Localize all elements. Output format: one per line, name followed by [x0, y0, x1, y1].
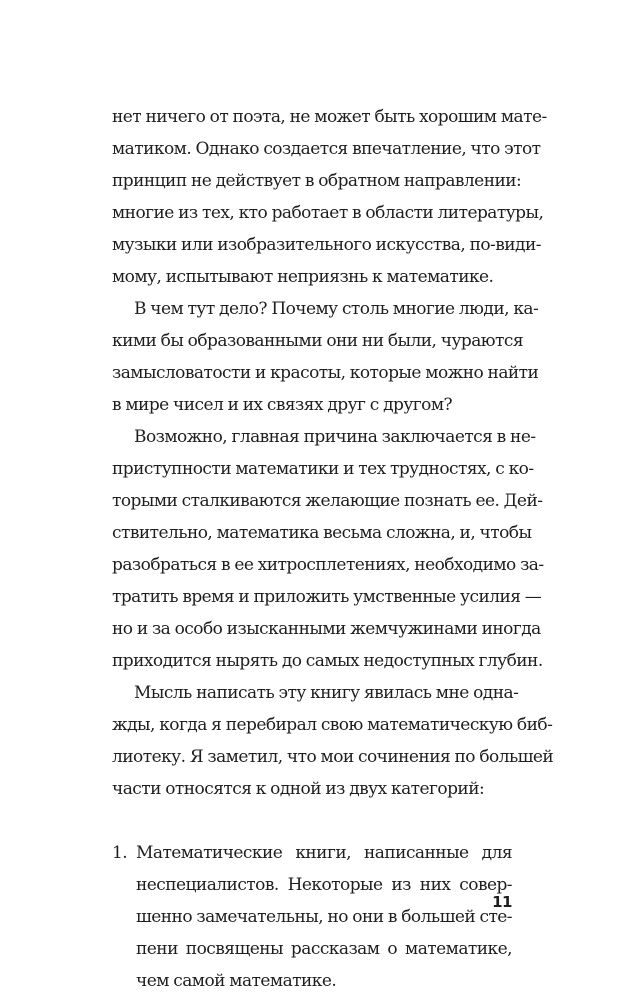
body-text	[112, 101, 554, 997]
text-line: шенно замечательны, но они в большей сте-	[136, 907, 512, 927]
paragraph-1	[112, 101, 547, 293]
text-line: Возможно, главная причина заключается в не-	[134, 427, 536, 447]
paragraph-4	[112, 677, 554, 805]
text-line: матиком. Однако создается впечатление, что этот	[112, 139, 541, 159]
paragraph-2	[112, 293, 539, 421]
text-line: мому, испытывают неприязнь к математике.	[112, 267, 494, 287]
page-number: 11	[492, 893, 512, 911]
text-line: кими бы образованными они ни были, чураются	[112, 331, 524, 351]
text-line: жды, когда я перебирал свою математическую биб-	[112, 715, 553, 735]
text-line: замысловатости и красоты, которые можно найти	[112, 363, 539, 383]
text-line: пени посвящены рассказам о математике,	[136, 939, 512, 959]
list-item	[112, 837, 512, 997]
paragraph-3	[112, 421, 544, 677]
text-line: приходится нырять до самых недоступных глубин.	[112, 651, 543, 671]
text-line: разобраться в ее хитросплетениях, необходимо за-	[112, 555, 544, 575]
list-spacer	[112, 805, 512, 837]
text-line: Мысль написать эту книгу явилась мне однa-	[134, 683, 519, 703]
text-line: неспециалистов. Некоторые из них совер-	[136, 875, 512, 895]
text-line: лиотеку. Я заметил, что мои сочинения по большей	[112, 747, 554, 767]
text-line: чем самой математике.	[136, 971, 337, 991]
text-line: но и за особо изысканными жемчужинами иногда	[112, 619, 541, 639]
text-line: ствительно, математика весьма сложна, и, чтобы	[112, 523, 532, 543]
list-item-number: 1.	[112, 843, 128, 863]
text-line: музыки или изобразительного искусства, по-види-	[112, 235, 541, 255]
text-line: многие из тех, кто работает в области литературы,	[112, 203, 544, 223]
text-line: торыми сталкиваются желающие познать ее. Дей-	[112, 491, 543, 511]
text-line: принцип не действует в обратном направлении:	[112, 171, 522, 191]
text-line: тратить время и приложить умственные усилия —	[112, 587, 542, 607]
text-line: части относятся к одной из двух категорий:	[112, 779, 485, 799]
text-line: Математические книги, написанные для	[136, 843, 512, 863]
text-line: приступности математики и тех трудностях, с ко-	[112, 459, 534, 479]
text-line: В чем тут дело? Почему столь многие люди, ка-	[134, 299, 539, 319]
text-line: в мире чисел и их связях друг с другом?	[112, 395, 453, 415]
text-line: нет ничего от поэта, не может быть хорошим мате-	[112, 107, 547, 127]
numbered-list	[112, 837, 512, 997]
